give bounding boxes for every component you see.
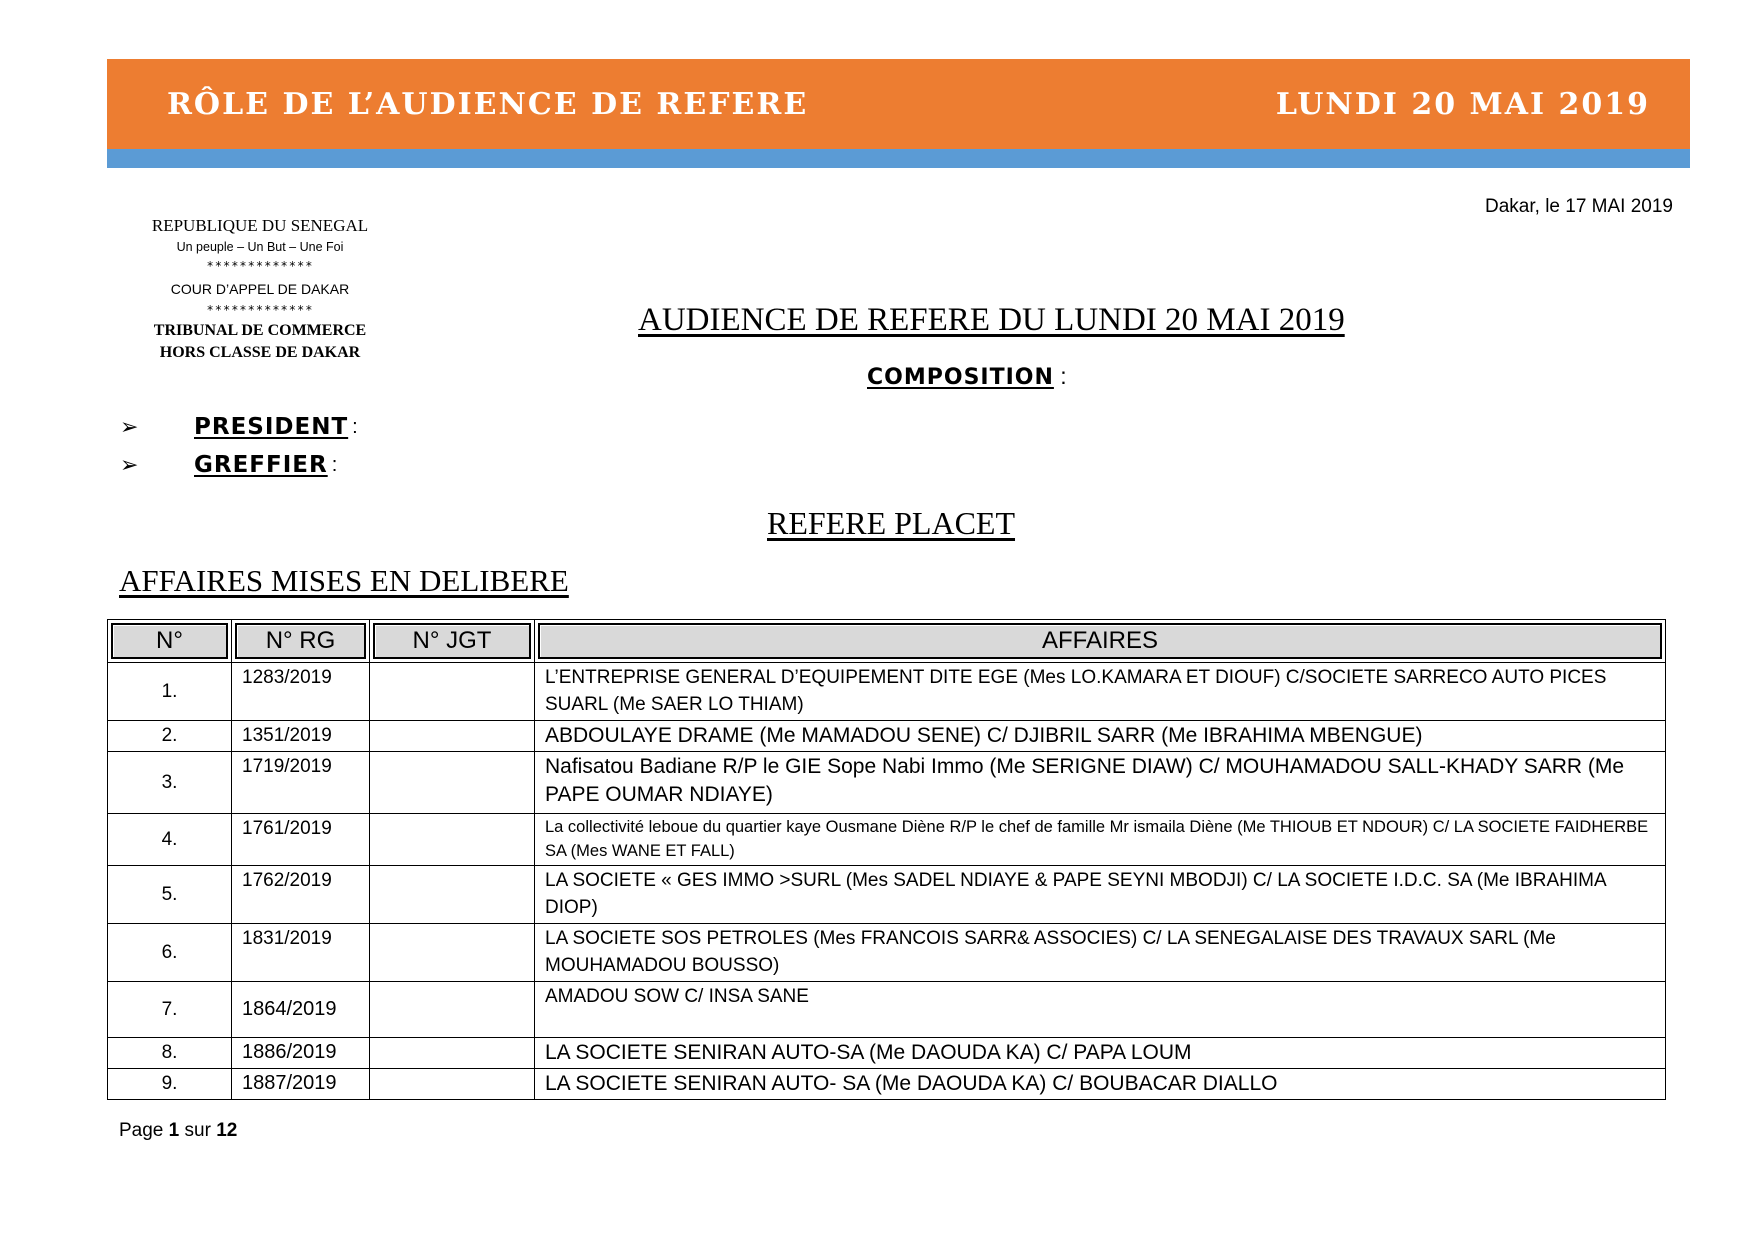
role-president [120, 414, 358, 440]
banner-stripe [107, 149, 1690, 168]
section-title: AFFAIRES MISES EN DELIBERE [119, 563, 569, 598]
table-row [108, 924, 1666, 982]
page-prefix: Page [119, 1120, 169, 1141]
role-colon: : [352, 415, 358, 438]
row-affaire: La collectivité leboue du quartier kaye Ousmane Diène R/P le chef de famille Mr ismaila Diène (Me THIOUB ET NDOUR) C/ LA SOCIETE FAIDHERBE SA (Mes WANE ET FALL) [535, 814, 1666, 866]
refere-placet-title: REFERE PLACET [767, 505, 1016, 541]
row-affaire: Nafisatou Badiane R/P le GIE Sope Nabi Immo (Me SERIGNE DIAW) C/ MOUHAMADOU SALL-KHADY SARR (Me PAPE OUMAR NDIAYE) [535, 752, 1666, 814]
row-affaire: AMADOU SOW C/ INSA SANE [535, 982, 1666, 1038]
row-num: 4. [108, 814, 232, 866]
separator-stars: ************* [206, 259, 314, 273]
composition-colon: : [1053, 363, 1067, 389]
table-row [108, 982, 1666, 1038]
table-row [108, 721, 1666, 752]
page-total: 12 [216, 1120, 238, 1141]
role-label-greffier: GREFFIER [194, 452, 328, 478]
page-title: AUDIENCE DE REFERE DU LUNDI 20 MAI 2019 [638, 302, 1345, 338]
row-affaire: LA SOCIETE SENIRAN AUTO- SA (Me DAOUDA KA) C/ BOUBACAR DIALLO [535, 1069, 1666, 1100]
row-jgt [370, 814, 535, 866]
row-num: 5. [108, 866, 232, 924]
row-num: 7. [108, 982, 232, 1038]
row-rg: 1351/2019 [232, 721, 370, 752]
table-header-row [108, 620, 1666, 663]
row-rg: 1761/2019 [232, 814, 370, 866]
row-num: 6. [108, 924, 232, 982]
republic-name: REPUBLIQUE DU SENEGAL [151, 216, 369, 235]
table-row [108, 814, 1666, 866]
banner-date: LUNDI 20 MAI 2019 [1275, 86, 1650, 122]
page-counter [119, 1120, 237, 1142]
national-motto: Un peuple – Un But – Une Foi [176, 240, 344, 254]
page-current: 1 [168, 1120, 180, 1141]
arrow-bullet-icon: ➢ [120, 452, 139, 477]
row-affaire: LA SOCIETE SENIRAN AUTO-SA (Me DAOUDA KA) C/ PAPA LOUM [535, 1038, 1666, 1069]
row-num: 3. [108, 752, 232, 814]
header-banner [107, 59, 1690, 149]
header-cell-rg: N° RG [232, 620, 370, 663]
page-middle: sur [179, 1120, 217, 1141]
row-num: 1. [108, 663, 232, 721]
row-affaire: ABDOULAYE DRAME (Me MAMADOU SENE) C/ DJIBRIL SARR (Me IBRAHIMA MBENGUE) [535, 721, 1666, 752]
row-num: 2. [108, 721, 232, 752]
row-num: 8. [108, 1038, 232, 1069]
separator-stars-2: ************* [206, 303, 314, 317]
row-rg: 1719/2019 [232, 752, 370, 814]
tribunal-name-line2: HORS CLASSE DE DAKAR [159, 344, 361, 361]
table-row [108, 1038, 1666, 1069]
cases-table [107, 619, 1666, 1100]
row-affaire: LA SOCIETE « GES IMMO >SURL (Mes SADEL NDIAYE & PAPE SEYNI MBODJI) C/ LA SOCIETE I.D.C. SA (Me IBRAHIMA DIOP) [535, 866, 1666, 924]
table-row [108, 866, 1666, 924]
row-affaire: L’ENTREPRISE GENERAL D’EQUIPEMENT DITE EGE (Mes LO.KAMARA ET DIOUF) C/SOCIETE SARRECO AUTO PICES SUARL (Me SAER LO THIAM) [535, 663, 1666, 721]
row-rg: 1887/2019 [232, 1069, 370, 1100]
row-rg: 1762/2019 [232, 866, 370, 924]
role-greffier [120, 452, 337, 478]
row-rg: 1831/2019 [232, 924, 370, 982]
row-jgt [370, 982, 535, 1038]
row-jgt [370, 866, 535, 924]
row-jgt [370, 752, 535, 814]
row-jgt [370, 1069, 535, 1100]
role-colon: : [331, 453, 338, 476]
role-label-president: PRESIDENT [194, 414, 349, 440]
tribunal-name-line1: TRIBUNAL DE COMMERCE [153, 322, 367, 339]
composition-heading [867, 363, 1067, 390]
row-jgt [370, 924, 535, 982]
table-row [108, 752, 1666, 814]
row-rg: 1886/2019 [232, 1038, 370, 1069]
table-row [108, 1069, 1666, 1100]
header-cell-jgt: N° JGT [370, 620, 535, 663]
row-rg: 1283/2019 [232, 663, 370, 721]
court-name: COUR D’APPEL DE DAKAR [170, 281, 350, 297]
header-cell-affaires: AFFAIRES [535, 620, 1666, 663]
row-jgt [370, 663, 535, 721]
arrow-bullet-icon: ➢ [120, 414, 139, 439]
row-jgt [370, 721, 535, 752]
composition-label: COMPOSITION [867, 365, 1054, 390]
header-cell-num: N° [108, 620, 232, 663]
banner-title: RÔLE DE L’AUDIENCE DE REFERE [167, 86, 809, 122]
table-row [108, 663, 1666, 721]
row-affaire: LA SOCIETE SOS PETROLES (Mes FRANCOIS SARR& ASSOCIES) C/ LA SENEGALAISE DES TRAVAUX SARL (Me MOUHAMADOU BOUSSO) [535, 924, 1666, 982]
row-rg: 1864/2019 [232, 982, 370, 1038]
row-num: 9. [108, 1069, 232, 1100]
institution-header [127, 214, 393, 364]
dateline: Dakar, le 17 MAI 2019 [1485, 196, 1673, 217]
row-jgt [370, 1038, 535, 1069]
